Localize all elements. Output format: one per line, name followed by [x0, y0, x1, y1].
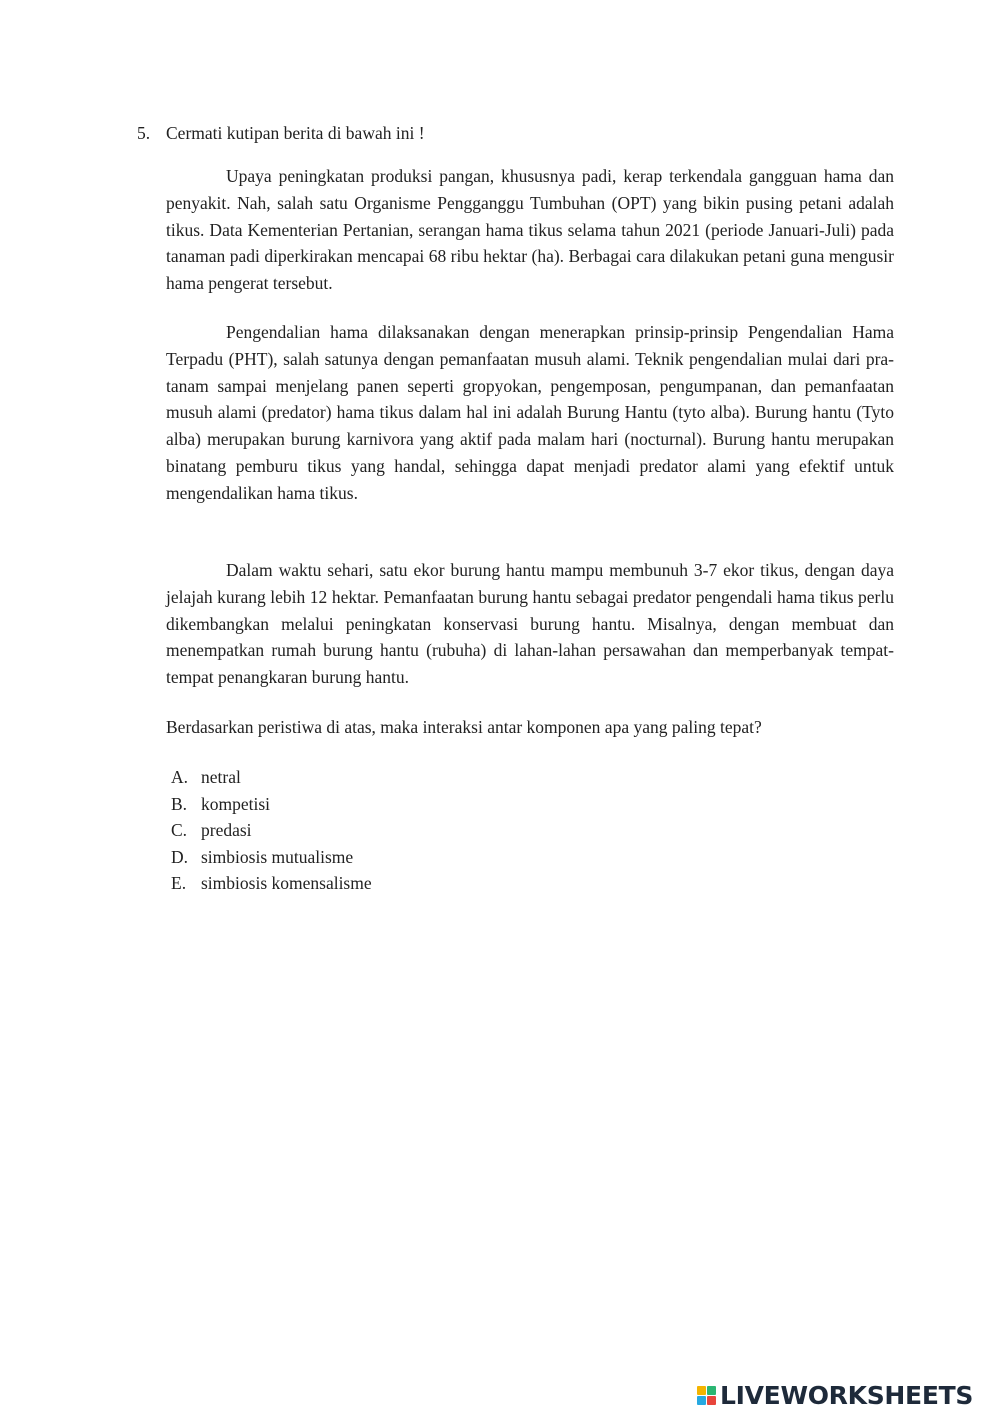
question-prompt: Cermati kutipan berita di bawah ini !: [166, 123, 425, 143]
option-e[interactable]: [171, 870, 372, 897]
question-header: [137, 120, 425, 146]
liveworksheets-logo-icon: [697, 1386, 716, 1405]
option-label: netral: [201, 767, 241, 787]
option-letter: B.: [171, 793, 188, 814]
option-label: kompetisi: [201, 793, 271, 814]
answer-options: [171, 764, 372, 897]
logo-square: [707, 1386, 716, 1395]
option-label: simbiosis mutualisme: [201, 846, 354, 867]
question-text: Berdasarkan peristiwa di atas, maka interaksi antar komponen apa yang paling tepat?: [166, 717, 762, 737]
passage-paragraph-1: Upaya peningkatan produksi pangan, khususnya padi, kerap terkendala gangguan hama dan penyakit. Nah, salah satu Organisme Pengganggu Tumbuhan (OPT) yang bikin pusing petani adalah tikus. Data Kementerian Pertanian, serangan hama tikus selama tahun 2021 (periode Januari-Juli) pada tanaman padi diperkirakan mencapai 68 ribu hektar (ha). Berbagai cara dilakukan petani guna mengusir hama pengerat tersebut.: [166, 166, 894, 294]
passage-paragraph-2: Pengendalian hama dilaksanakan dengan menerapkan prinsip-prinsip Pengendalian Hama Terpadu (PHT), salah satunya dengan pemanfaatan musuh alami. Teknik pengendalian mulai dari pra-tanam sampai menjelang panen seperti gropyokan, pengemposan, pengumpanan, dan pemanfaatan musuh alami (predator) hama tikus dalam hal ini adalah Burung Hantu (tyto alba). Burung hantu (Tyto alba) merupakan burung karnivora yang aktif pada malam hari (nocturnal). Burung hantu merupakan binatang pemburu tikus yang handal, sehingga dapat menjadi predator alami yang efektif untuk mengendalikan hama tikus.: [166, 322, 894, 503]
option-b[interactable]: [171, 791, 372, 818]
logo-square: [697, 1396, 706, 1405]
option-letter: A.: [171, 767, 189, 787]
option-label: simbiosis komensalisme: [201, 873, 372, 893]
question-number: 5.: [137, 123, 151, 143]
logo-square: [697, 1386, 706, 1395]
option-d[interactable]: [171, 844, 372, 871]
option-letter: E.: [171, 873, 187, 893]
option-label: predasi: [201, 820, 252, 840]
option-c[interactable]: [171, 817, 372, 844]
option-letter: C.: [171, 820, 188, 840]
passage-paragraph-3: Dalam waktu sehari, satu ekor burung hantu mampu membunuh 3-7 ekor tikus, dengan daya jelajah kurang lebih 12 hektar. Pemanfaatan burung hantu sebagai predator pengendali hama tikus perlu dikembangkan melalui peningkatan konservasi burung hantu. Misalnya, dengan membuat dan menempatkan rumah burung hantu (rubuha) di lahan-lahan persawahan dan memperbanyak tempat-tempat penangkaran burung hantu.: [166, 560, 894, 688]
logo-square: [707, 1396, 716, 1405]
liveworksheets-watermark: [697, 1378, 973, 1412]
watermark-text: LIVEWORKSHEETS: [720, 1380, 974, 1410]
option-letter: D.: [171, 846, 189, 867]
option-a[interactable]: [171, 764, 372, 791]
